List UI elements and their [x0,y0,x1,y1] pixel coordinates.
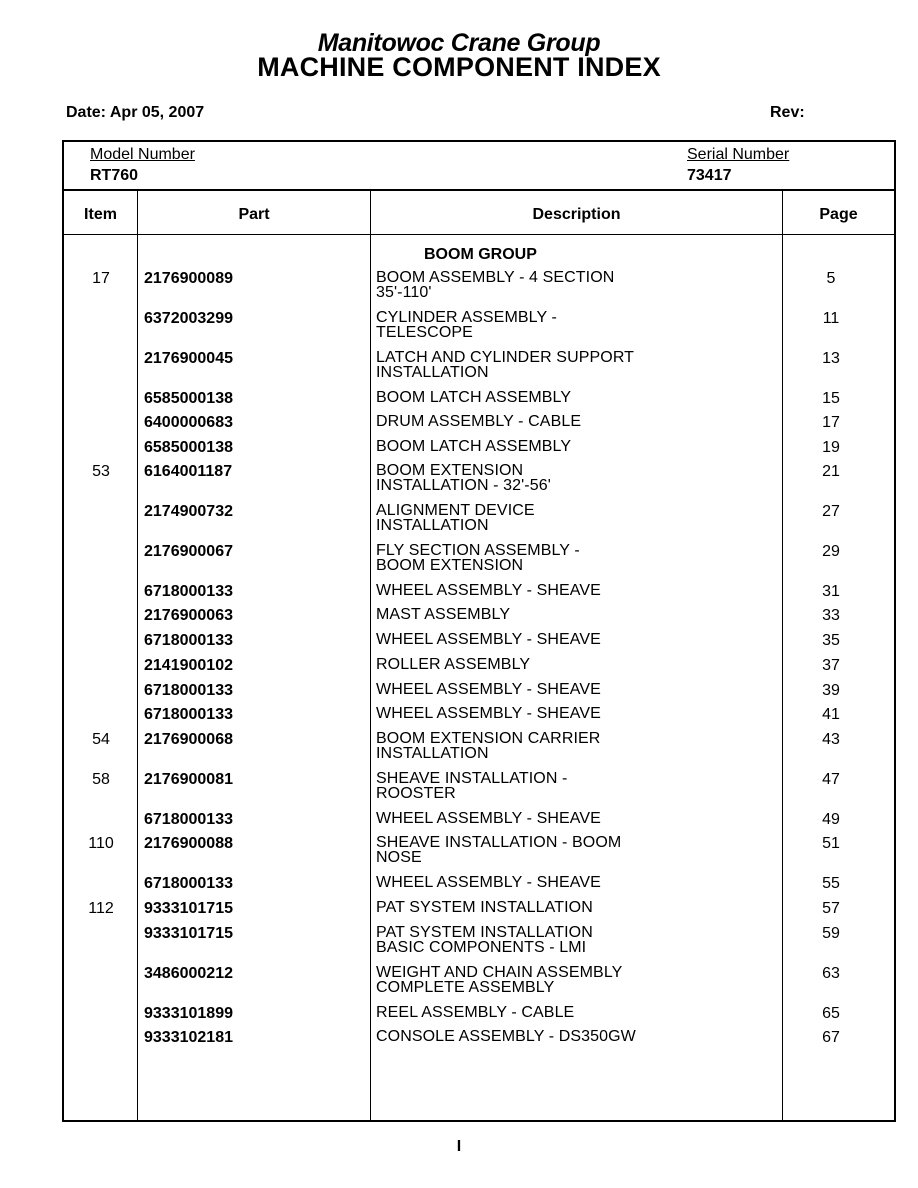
row-description-line: COMPLETE ASSEMBLY [376,979,555,996]
row-part-number: 6400000683 [144,414,233,431]
row-page-number: 57 [822,900,840,917]
row-description [376,350,756,380]
header-divider [64,189,894,191]
row-page-number: 39 [822,682,840,699]
row-page-number: 59 [822,925,840,942]
column-header-description: Description [532,206,621,223]
row-description-line: DRUM ASSEMBLY - CABLE [376,413,582,430]
row-part-number: 6718000133 [144,706,233,723]
row-item-number: 110 [88,835,114,852]
row-page-number: 63 [822,965,840,982]
row-description [376,270,756,300]
row-part-number: 9333102181 [144,1029,233,1046]
row-description [376,875,756,890]
row-item-number: 53 [92,463,110,480]
row-description-line: BOOM LATCH ASSEMBLY [376,438,572,455]
column-header-item: Item [84,206,117,223]
row-description-line: CONSOLE ASSEMBLY - DS350GW [376,1028,636,1045]
row-part-number: 6718000133 [144,632,233,649]
row-description-line: ROOSTER [376,785,456,802]
row-description-line: LATCH AND CYLINDER SUPPORT [376,349,635,366]
row-description [376,1005,756,1020]
row-description [376,835,756,865]
row-description [376,657,756,672]
row-part-number: 2176900089 [144,270,233,287]
row-description-line: WHEEL ASSEMBLY - SHEAVE [376,631,601,648]
row-description-line: BOOM LATCH ASSEMBLY [376,389,572,406]
row-part-number: 2176900067 [144,543,233,560]
document-revision: Rev: [770,104,805,121]
row-description [376,414,756,429]
row-page-number: 35 [822,632,840,649]
column-divider-item [137,191,138,1122]
row-page-number: 27 [822,503,840,520]
column-header-page: Page [819,206,858,223]
document-title: MACHINE COMPONENT INDEX [257,52,661,82]
row-page-number: 5 [826,270,836,287]
row-page-number: 49 [822,811,840,828]
row-page-number: 31 [822,583,840,600]
model-number-label: Model Number [90,146,195,163]
row-description [376,310,756,340]
row-page-number: 21 [822,463,840,480]
row-description-line: MAST ASSEMBLY [376,606,511,623]
row-description-line: BOOM EXTENSION [376,462,524,479]
column-header-divider [64,234,894,235]
row-description-line: WHEEL ASSEMBLY - SHEAVE [376,810,601,827]
company-name: Manitowoc Crane Group [317,29,601,57]
row-description-line: BOOM ASSEMBLY - 4 SECTION [376,269,615,286]
serial-number-value: 73417 [687,167,732,184]
row-description-line: NOSE [376,849,422,866]
row-description-line: INSTALLATION [376,517,489,534]
row-part-number: 6372003299 [144,310,233,327]
row-description-line: 35'-110' [376,284,432,301]
row-page-number: 15 [822,390,840,407]
row-page-number: 19 [822,439,840,456]
row-description [376,771,756,801]
row-part-number: 6718000133 [144,682,233,699]
row-description [376,543,756,573]
row-description-line: WHEEL ASSEMBLY - SHEAVE [376,582,601,599]
row-part-number: 9333101899 [144,1005,233,1022]
row-description-line: WEIGHT AND CHAIN ASSEMBLY [376,964,623,981]
row-description [376,1029,756,1044]
row-description-line: TELESCOPE [376,324,473,341]
row-description-line: INSTALLATION - 32'-56' [376,477,551,494]
row-item-number: 58 [92,771,110,788]
row-description-line: WHEEL ASSEMBLY - SHEAVE [376,705,601,722]
row-page-number: 65 [822,1005,840,1022]
row-description-line: FLY SECTION ASSEMBLY - [376,542,580,559]
document-date: Date: Apr 05, 2007 [66,104,205,121]
row-page-number: 67 [822,1029,840,1046]
row-part-number: 6718000133 [144,875,233,892]
row-description [376,463,756,493]
row-description [376,439,756,454]
row-part-number: 2176900045 [144,350,233,367]
row-item-number: 54 [92,731,110,748]
row-description [376,583,756,598]
row-description-line: BOOM EXTENSION CARRIER [376,730,601,747]
row-description-line: WHEEL ASSEMBLY - SHEAVE [376,874,601,891]
row-part-number: 6585000138 [144,439,233,456]
row-description [376,900,756,915]
row-part-number: 2176900088 [144,835,233,852]
row-part-number: 2141900102 [144,657,233,674]
row-part-number: 3486000212 [144,965,233,982]
row-part-number: 2176900063 [144,607,233,624]
row-part-number: 2174900732 [144,503,233,520]
row-part-number: 9333101715 [144,925,233,942]
group-heading: BOOM GROUP [424,246,537,263]
model-number-value: RT760 [90,167,139,184]
row-description-line: ALIGNMENT DEVICE [376,502,535,519]
row-description-line: ROLLER ASSEMBLY [376,656,531,673]
row-description [376,607,756,622]
row-page-number: 51 [822,835,840,852]
row-description-line: PAT SYSTEM INSTALLATION [376,899,593,916]
row-page-number: 17 [822,414,840,431]
row-page-number: 55 [822,875,840,892]
row-page-number: 29 [822,543,840,560]
row-description-line: INSTALLATION [376,364,489,381]
row-part-number: 6164001187 [144,463,233,480]
row-part-number: 2176900068 [144,731,233,748]
row-description [376,632,756,647]
row-part-number: 9333101715 [144,900,233,917]
row-part-number: 6718000133 [144,811,233,828]
row-item-number: 112 [88,900,114,917]
row-description [376,706,756,721]
row-description-line: BASIC COMPONENTS - LMI [376,939,587,956]
row-page-number: 13 [822,350,840,367]
row-page-number: 37 [822,657,840,674]
row-description-line: SHEAVE INSTALLATION - BOOM [376,834,622,851]
serial-number-label: Serial Number [687,146,790,163]
row-page-number: 47 [822,771,840,788]
row-description-line: CYLINDER ASSEMBLY - [376,309,557,326]
column-header-part: Part [238,206,270,223]
row-page-number: 43 [822,731,840,748]
row-description [376,731,756,761]
row-description-line: BOOM EXTENSION [376,557,524,574]
row-description [376,965,756,995]
column-divider-part [370,191,371,1122]
row-part-number: 2176900081 [144,771,233,788]
row-description [376,925,756,955]
column-divider-description [782,191,783,1122]
row-description-line: SHEAVE INSTALLATION - [376,770,568,787]
row-description-line: INSTALLATION [376,745,489,762]
row-part-number: 6718000133 [144,583,233,600]
row-description [376,811,756,826]
component-index-table [62,140,896,1122]
row-description-line: PAT SYSTEM INSTALLATION [376,924,593,941]
row-description [376,390,756,405]
row-part-number: 6585000138 [144,390,233,407]
row-page-number: 33 [822,607,840,624]
page-number: I [456,1138,462,1155]
row-page-number: 41 [822,706,840,723]
row-description-line: WHEEL ASSEMBLY - SHEAVE [376,681,601,698]
row-description-line: REEL ASSEMBLY - CABLE [376,1004,575,1021]
row-page-number: 11 [822,310,840,327]
row-description [376,682,756,697]
row-item-number: 17 [92,270,110,287]
row-description [376,503,756,533]
